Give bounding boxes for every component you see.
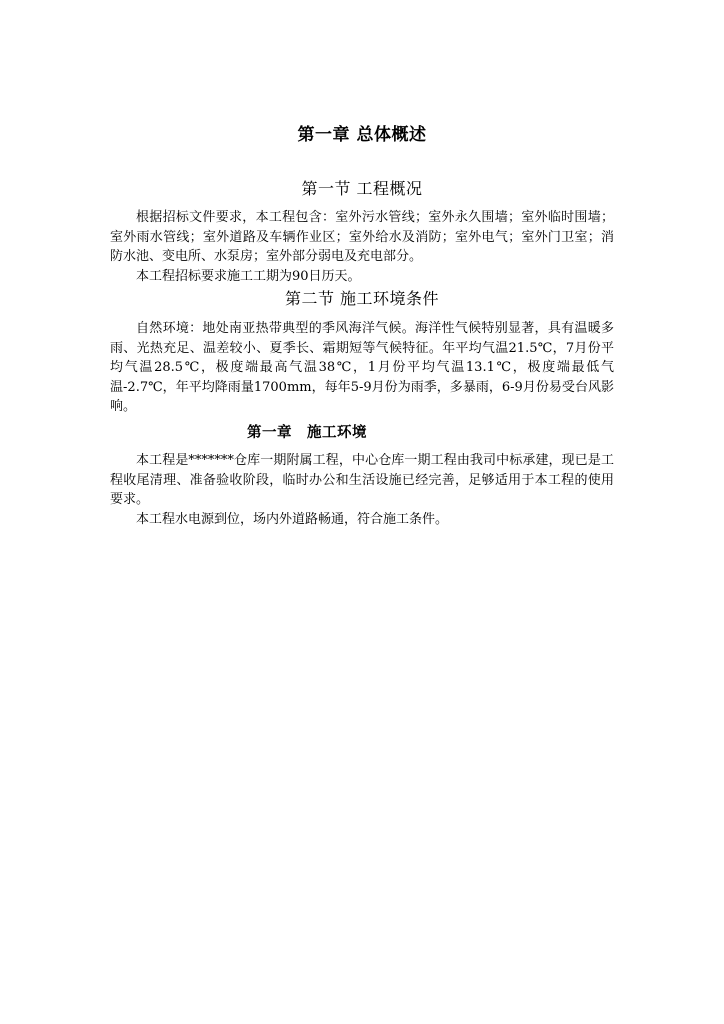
section-title-project-overview: 第一节 工程概况 <box>301 179 423 198</box>
section-body-environment-conditions <box>110 319 614 417</box>
chapter-title: 第一章 总体概述 <box>297 125 427 145</box>
paragraph-scope: 根据招标文件要求，本工程包含：室外污水管线；室外永久围墙；室外临时围墙；室外雨水管线；室外道路及车辆作业区；室外给水及消防；室外电气；室外门卫室；消防水池、变电所、水泵房；室外部分弱电及充电部分。 <box>110 210 614 264</box>
section-body-project-overview <box>110 208 614 286</box>
paragraph-site-status: 本工程是*******仓库一期附属工程，中心仓库一期工程由我司中标承建，现已是工程收尾清理、准备验收阶段，临时办公和生活设施已经完善，足够适用于本工程的使用要求。 <box>110 453 614 507</box>
paragraph-utilities: 本工程水电源到位，场内外道路畅通，符合施工条件。 <box>136 511 449 527</box>
paragraph-duration: 本工程招标要求施工工期为90日历天。 <box>136 268 361 284</box>
section-title-construction-environment: 第一章 施工环境 <box>247 425 367 441</box>
paragraph-natural-environment: 自然环境：地处南亚热带典型的季风海洋气候。海洋性气候特别显著，具有温暖多雨、光热充足、温差较小、夏季长、霜期短等气候特征。年平均气温21.5℃，7月份平均气温28.5℃，极度端最高气温38℃，1月份平均气温13.1℃，极度端最低气温-2.7℃，年平均降雨量1700mm，每年5-9月份为雨季，多暴雨，6-9月份易受台风影响。 <box>110 321 614 414</box>
section-body-construction-environment <box>110 451 614 529</box>
section-title-environment-conditions: 第二节 施工环境条件 <box>284 289 440 308</box>
